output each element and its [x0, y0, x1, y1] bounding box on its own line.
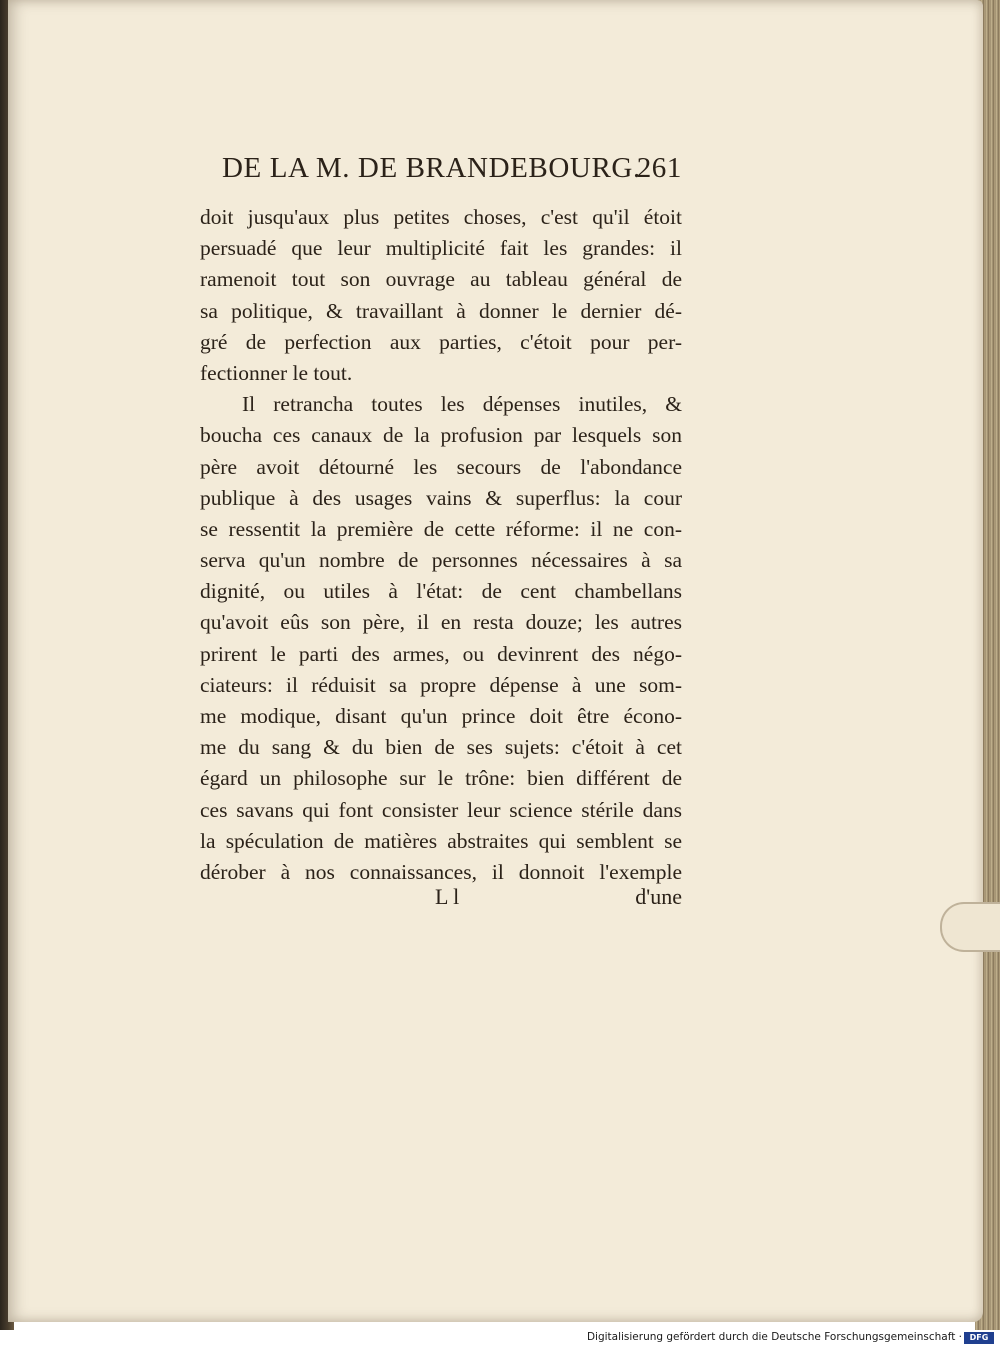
text-line: publique à des usages vains & superflus: la cour — [200, 485, 682, 510]
text-line: égard un philosophe sur le trône: bien différent de — [200, 766, 682, 791]
dfg-logo[interactable]: DFG — [964, 1332, 994, 1344]
page-number: 261 — [636, 152, 682, 184]
text-line: me modique, disant qu'un prince doit être écono- — [200, 704, 682, 728]
signature-mark: L l — [435, 884, 460, 909]
body-text — [200, 202, 682, 888]
text-line: doit jusqu'aux plus petites choses, c'est qu'il étoit — [200, 205, 682, 229]
text-line: prirent le parti des armes, ou devinrent des négo- — [200, 641, 682, 666]
text-line: ramenoit tout son ouvrage au tableau général de — [200, 267, 682, 292]
text-line: boucha ces canaux de la profusion par lesquels son — [200, 423, 682, 448]
text-line: ciateurs: il réduisit sa propre dépense à une som- — [200, 672, 682, 697]
page-tab-marker — [940, 902, 1000, 952]
text-line: persuadé que leur multiplicité fait les grandes: il — [200, 236, 682, 261]
digitization-credit: Digitalisierung gefördert durch die Deutsche Forschungsgemeinschaft · — [586, 1331, 962, 1343]
text-line: père avoit détourné les secours de l'abondance — [200, 454, 682, 479]
text-line: me du sang & du bien de ses sujets: c'étoit à cet — [200, 735, 682, 760]
text-line: dignité, ou utiles à l'état: de cent chambellans — [200, 579, 682, 604]
catchword: d'une — [635, 884, 682, 909]
text-line: se ressentit la première de cette réforme: il ne con- — [200, 516, 682, 541]
text-line: gré de perfection aux parties, c'étoit pour per- — [200, 329, 682, 354]
text-line: fectionner le tout. — [200, 360, 353, 385]
text-line: la spéculation de matières abstraites qui semblent se — [200, 828, 682, 853]
text-line: ces savans qui font consister leur science stérile dans — [200, 797, 682, 822]
text-line: Il retrancha toutes les dépenses inutiles, & — [242, 392, 682, 417]
running-head — [222, 152, 682, 192]
catchline — [200, 884, 682, 916]
text-line: serva qu'un nombre de personnes nécessaires à sa — [200, 548, 682, 573]
text-line: qu'avoit eûs son père, il en resta douze; les autres — [200, 610, 682, 635]
running-head-title: DE LA M. DE BRANDEBOURG. — [222, 152, 641, 184]
text-line: sa politique, & travaillant à donner le dernier dé- — [200, 298, 682, 323]
text-line: dérober à nos connaissances, il donnoit l'exemple — [200, 859, 682, 884]
